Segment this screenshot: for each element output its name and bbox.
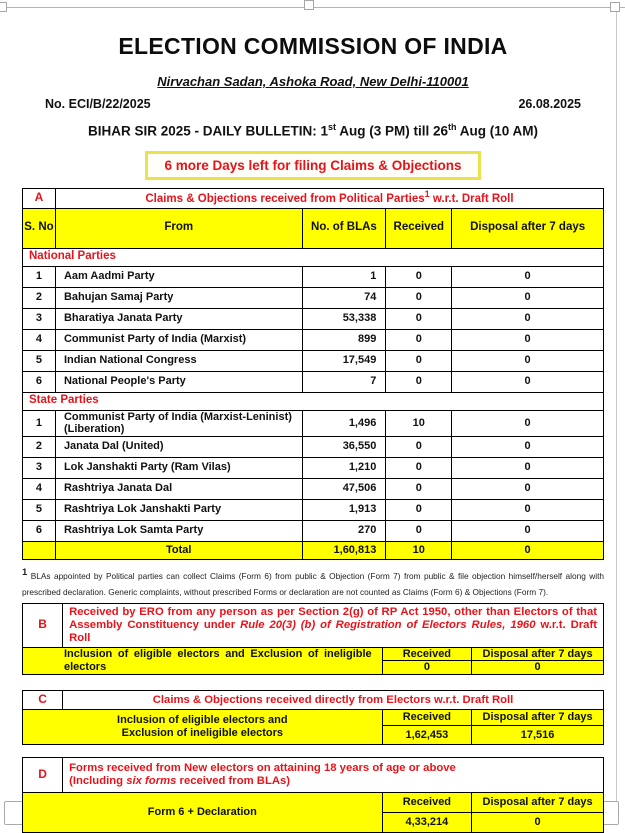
issue-date: 26.08.2025 xyxy=(518,97,581,111)
section-b-received-header: Received xyxy=(382,647,471,661)
total-disposal: 0 xyxy=(452,541,604,559)
col-header-from: From xyxy=(55,208,302,248)
selection-handle-top-right[interactable] xyxy=(610,2,620,12)
section-b-table xyxy=(22,603,604,676)
section-a-table xyxy=(22,188,604,560)
section-b-description: Inclusion of eligible electors and Exclusion of ineligible electors xyxy=(23,647,383,675)
total-received: 10 xyxy=(386,541,452,559)
section-c-table xyxy=(22,690,604,745)
table-row: 5 Indian National Congress 17,549 0 0 xyxy=(23,350,604,371)
selection-border-right xyxy=(616,7,617,807)
section-d-received-value: 4,33,214 xyxy=(382,813,471,833)
table-row: 1 Communist Party of India (Marxist-Leninist) (Liberation) 1,496 10 0 xyxy=(23,410,604,436)
bulletin-title: BIHAR SIR 2025 - DAILY BULLETIN: 1st Aug (3 PM) till 26th Aug (10 AM) xyxy=(87,122,539,139)
table-row: 1 Aam Aadmi Party 1 0 0 xyxy=(23,266,604,287)
table-row: 2 Bahujan Samaj Party 74 0 0 xyxy=(23,287,604,308)
section-c-description: Inclusion of eligible electors and Exclusion of ineligible electors xyxy=(23,710,383,745)
group-label-national: National Parties xyxy=(23,248,604,266)
countdown-banner: 6 more Days left for filing Claims & Objections xyxy=(145,151,480,180)
table-row: 5 Rashtriya Lok Janshakti Party 1,913 0 0 xyxy=(23,499,604,520)
section-c-received-header: Received xyxy=(382,710,471,726)
table-row: 6 Rashtriya Lok Samta Party 270 0 0 xyxy=(23,520,604,541)
footnote: $^1$ BLAs appointed by Political parties can collect Claims (Form 6) from public & Objection (Form 7) from public & file objection himself/herself along with prescribed declaration. Generic complaints, without prescribed Forms or declaration are not counted as Claims (Form 6) & Objections (Form 7). xyxy=(22,566,604,597)
page-title: ELECTION COMMISSION OF INDIA xyxy=(118,33,508,59)
col-header-sno: S. No xyxy=(23,208,56,248)
section-d-disposal-header: Disposal after 7 days xyxy=(472,793,604,813)
section-d-title: Forms received from New electors on attaining 18 years of age or above (Including six forms received from BLAs) xyxy=(63,758,604,793)
section-a-letter: A xyxy=(23,188,56,208)
selection-handle-top-left[interactable] xyxy=(0,2,7,12)
section-d-disposal-value: 0 xyxy=(472,813,604,833)
reference-number: No. ECI/B/22/2025 xyxy=(45,97,151,111)
section-d-description: Form 6 + Declaration xyxy=(23,793,383,833)
group-label-state: State Parties xyxy=(23,392,604,410)
reference-row xyxy=(22,97,604,111)
total-label: Total xyxy=(55,541,302,559)
table-row: 4 Rashtriya Janata Dal 47,506 0 0 xyxy=(23,478,604,499)
section-a-title: Claims & Objections received from Political Parties$^1$ w.r.t. Draft Roll xyxy=(55,188,603,208)
section-b-letter: B xyxy=(23,603,63,647)
section-d-table xyxy=(22,757,604,833)
section-b-disposal-header: Disposal after 7 days xyxy=(472,647,604,661)
col-header-received: Received xyxy=(386,208,452,248)
col-header-blas: No. of BLAs xyxy=(302,208,386,248)
section-c-title: Claims & Objections received directly from Electors w.r.t. Draft Roll xyxy=(63,691,604,710)
section-c-disposal-header: Disposal after 7 days xyxy=(472,710,604,726)
table-row: 2 Janata Dal (United) 36,550 0 0 xyxy=(23,436,604,457)
section-b-title: Received by ERO from any person as per Section 2(g) of RP Act 1950, other than Electors of that Assembly Constituency under Rule 20(3) (b) of Registration of Electors Rules, 1960 w.r.t. Draft Roll xyxy=(63,603,604,647)
total-blas: 1,60,813 xyxy=(302,541,386,559)
table-row: 6 National People's Party 7 0 0 xyxy=(23,371,604,392)
section-c-letter: C xyxy=(23,691,63,710)
table-row: 4 Communist Party of India (Marxist) 899 0 0 xyxy=(23,329,604,350)
address-line: Nirvachan Sadan, Ashoka Road, New Delhi-110001 xyxy=(157,74,469,89)
section-d-received-header: Received xyxy=(382,793,471,813)
total-row xyxy=(23,541,604,559)
section-c-disposal-value: 17,516 xyxy=(472,726,604,745)
col-header-disposal: Disposal after 7 days xyxy=(452,208,604,248)
section-c-received-value: 1,62,453 xyxy=(382,726,471,745)
section-b-received-value: 0 xyxy=(382,661,471,675)
table-row: 3 Bharatiya Janata Party 53,338 0 0 xyxy=(23,308,604,329)
section-d-letter: D xyxy=(23,758,63,793)
section-b-disposal-value: 0 xyxy=(472,661,604,675)
table-row: 3 Lok Janshakti Party (Ram Vilas) 1,210 0 0 xyxy=(23,457,604,478)
